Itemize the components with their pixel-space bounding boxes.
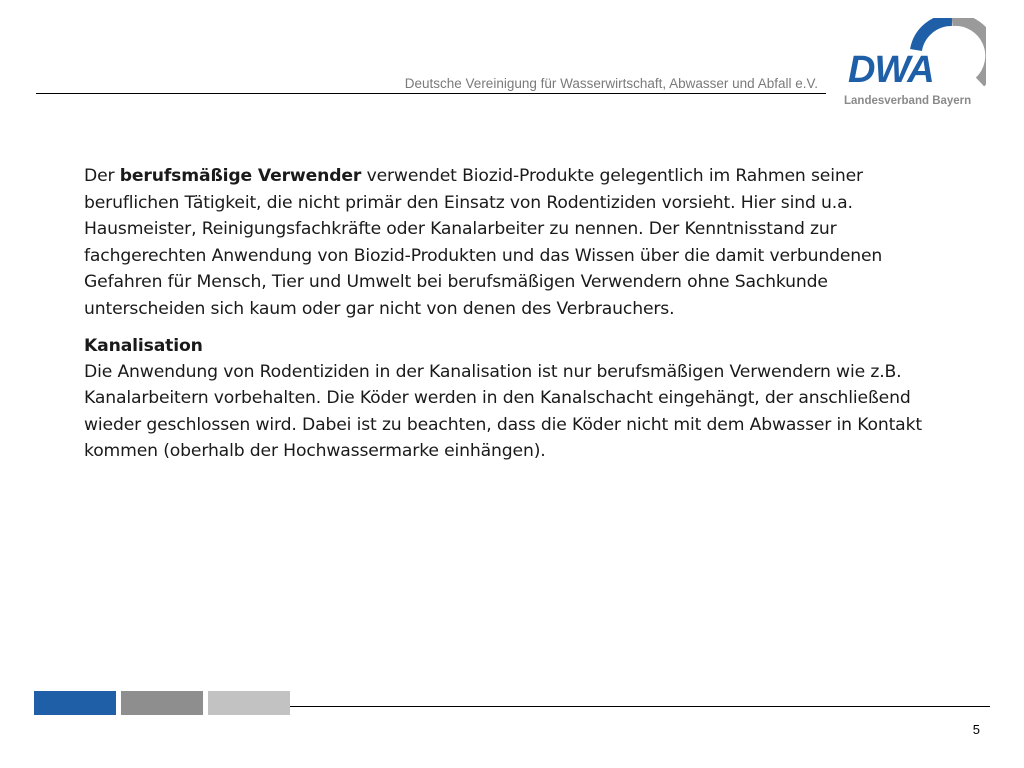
section-heading-kanalisation: Kanalisation [84,335,203,356]
logo-subtitle: Landesverband Bayern [844,95,972,107]
logo-gray-arc [952,20,986,82]
footer-bar-light-gray [208,691,290,715]
footer-divider [290,706,990,707]
page-number: 5 [972,722,980,737]
footer-bar-dark-gray [121,691,203,715]
paragraph-kanalisation: Die Anwendung von Rodentiziden in der Kanalisation ist nur berufsmäßigen Verwendern wie z.B. Kanalarbeitern vorbehalten. Die Köder werden in den Kanalschacht eingehängt, der anschließend wieder geschlossen wird. Dabei ist zu beachten, dass die Köder nicht mit dem Abwasser in Kontakt kommen (oberhalb der Hochwassermarke einhängen). [84,361,922,462]
para1-rest: verwendet Biozid-Produkte gelegentlich im Rahmen seiner beruflichen Tätigkeit, die nicht primär den Einsatz von Rodentiziden vorsieht. Hier sind u.a. Hausmeister, Reinigungsfachkräfte oder Kanalarbeiter zu nennen. Der Kenntnisstand zur fachgerechten Anwendung von Biozid-Produkten und das Wissen über die damit verbundenen Gefahren für Mensch, Tier und Umwelt bei berufsmäßigen Verwendern ohne Sachkunde unterscheiden sich kaum oder gar nicht von denen des Verbrauchers. [84,166,883,319]
dwa-logo-graphic [838,18,986,110]
logo-text: DWA [848,49,934,91]
dwa-logo [838,18,986,110]
header-divider [36,93,826,94]
logo-blue-arc [916,20,952,50]
footer-bar-blue [34,691,116,715]
para1-prefix: Der [84,166,120,186]
paragraph-verwender [84,163,954,323]
organization-name: Deutsche Vereinigung für Wasserwirtschaft, Abwasser und Abfall e.V. [404,76,818,91]
main-content [84,163,954,465]
para1-bold-term: berufsmäßige Verwender [119,166,362,186]
